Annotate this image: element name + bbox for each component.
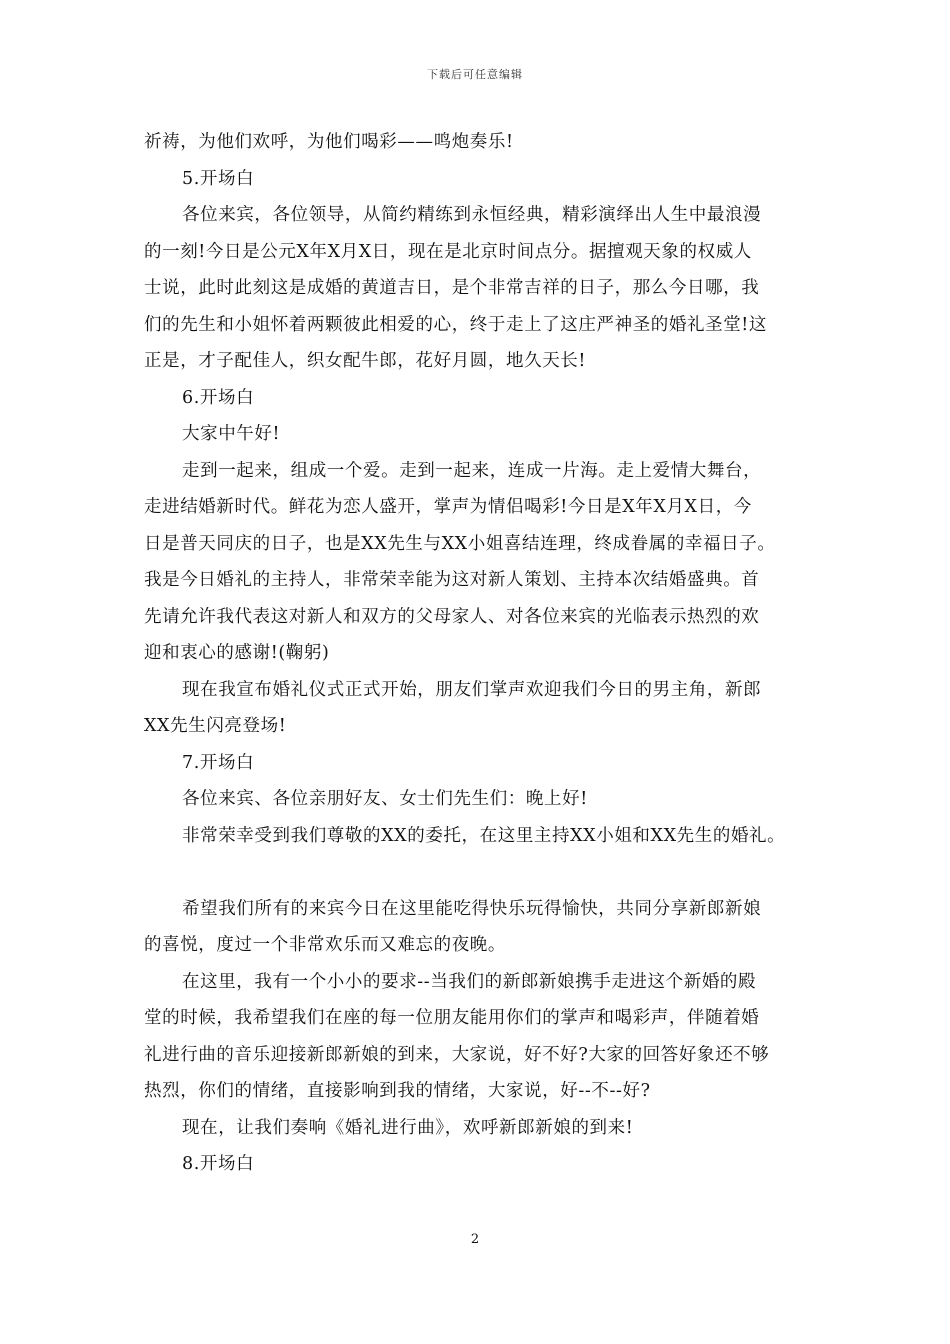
paragraph-start: 非常荣幸受到我们尊敬的XX的委托，在这里主持XX小姐和XX先生的婚礼。 [182,825,786,846]
text-line: 迎和衷心的感谢!(鞠躬) [144,643,330,663]
section-heading: 6.开场白 [182,387,255,408]
text-line: 礼进行曲的音乐迎接新郎新娘的到来，大家说，好不好?大家的回答好象还不够 [144,1044,770,1065]
paragraph-start: 各位来宾，各位领导，从简约精练到永恒经典，精彩演绎出人生中最浪漫 [182,205,762,225]
text-line: 走进结婚新时代。鲜花为恋人盛开，掌声为情侣喝彩!今日是X年X月X日，今 [144,497,752,517]
text-line: 我是今日婚礼的主持人，非常荣幸能为这对新人策划、主持本次结婚盛典。首 [144,570,760,590]
text-line: 正是，才子配佳人，织女配牛郎，花好月圆，地久天长! [144,351,587,371]
paragraph-start: 现在，让我们奏响《婚礼进行曲》，欢呼新郎新娘的到来! [182,1117,634,1138]
text-line: 堂的时候，我希望我们在座的每一位朋友能用你们的掌声和喝彩声，伴随着婚 [144,1008,760,1028]
section-heading: 5.开场白 [182,168,255,189]
text-line: 祈祷，为他们欢呼，为他们喝彩——鸣炮奏乐! [144,132,514,152]
section-heading: 7.开场白 [182,752,255,773]
section-heading: 8.开场白 [182,1154,255,1174]
paragraph-start: 各位来宾、各位亲朋好友、女士们先生们：晚上好! [182,789,588,809]
text-line: 先请允许我代表这对新人和双方的父母家人、对各位来宾的光临表示热烈的欢 [144,606,760,627]
paragraph-gap [144,854,812,891]
page-number: 2 [470,1232,480,1247]
text-line: 热烈，你们的情绪，直接影响到我的情绪，大家说，好--不--好? [144,1081,651,1101]
paragraph-start: 在这里，我有一个小小的要求--当我们的新郎新娘携手走进这个新婚的殿 [182,971,757,992]
text-line: 的喜悦，度过一个非常欢乐而又难忘的夜晚。 [144,935,506,955]
paragraph-start: 大家中午好! [182,424,281,444]
text-line: 的一刻!今日是公元X年X月X日，现在是北京时间点分。据擅观天象的权威人 [144,241,752,262]
paragraph-start: 现在我宣布婚礼仪式正式开始，朋友们掌声欢迎我们今日的男主角，新郎 [182,679,762,700]
text-line: 们的先生和小姐怀着两颗彼此相爱的心，终于走上了这庄严神圣的婚礼圣堂!这 [144,314,768,335]
text-line: 日是普天同庆的日子，也是XX先生与XX小姐喜结连理，终成眷属的幸福日子。 [144,533,776,554]
text-line: 士说，此时此刻这是成婚的黄道吉日，是个非常吉祥的日子，那么今日哪，我 [144,278,760,298]
text-line: XX先生闪亮登场! [144,716,287,736]
paragraph-start: 走到一起来，组成一个爱。走到一起来，连成一片海。走上爱情大舞台， [182,460,762,481]
paragraph-start: 希望我们所有的来宾今日在这里能吃得快乐玩得愉快，共同分享新郎新娘 [182,898,762,919]
page-header: 下载后可任意编辑 [427,68,523,81]
document-body [144,124,812,1183]
